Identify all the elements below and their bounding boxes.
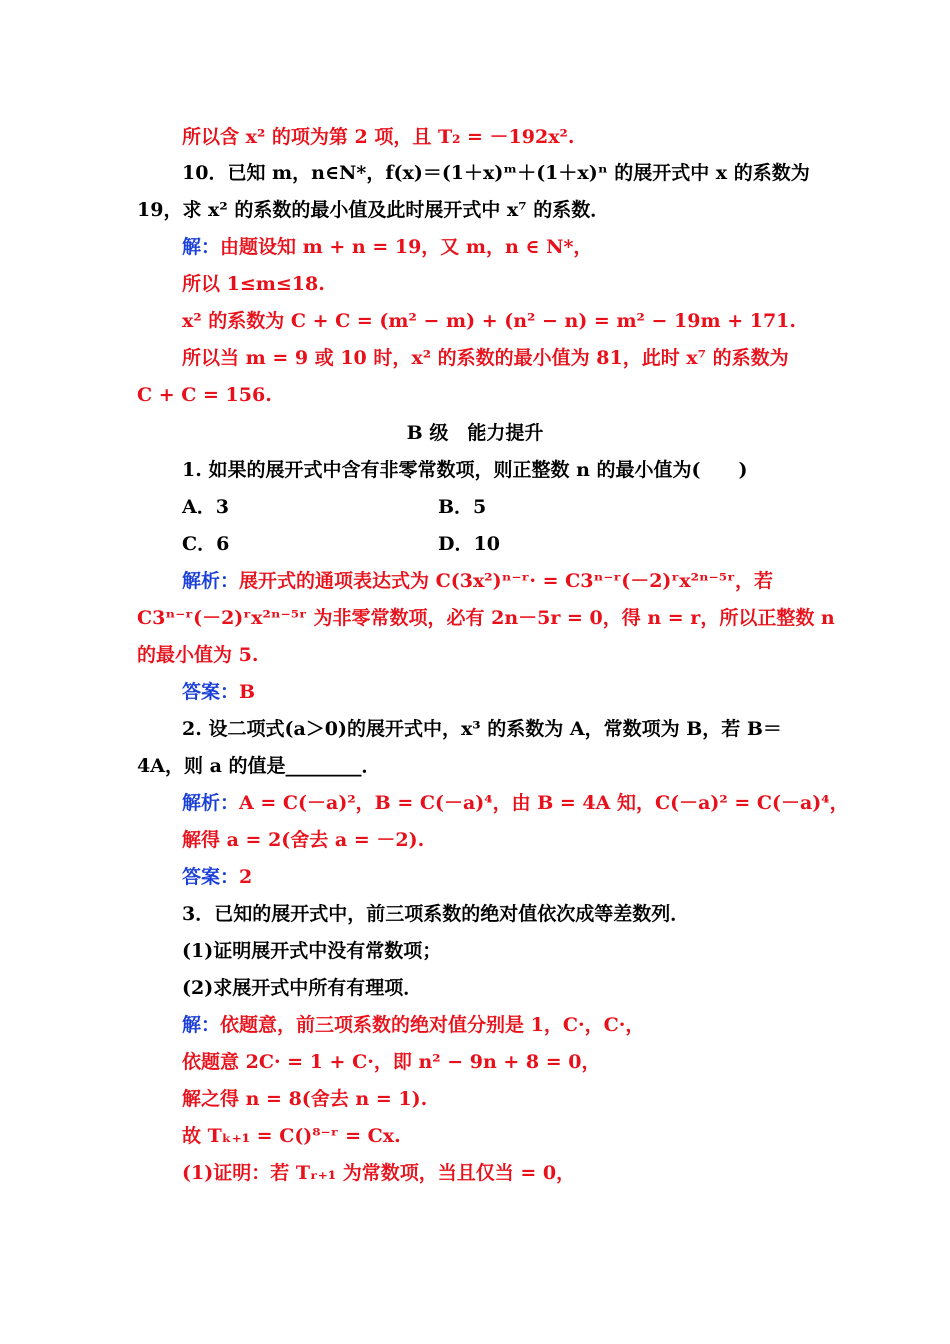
analysis-label: 解析： xyxy=(182,792,240,814)
option-d: D．10 xyxy=(438,533,500,555)
text-line: 所以当 m = 9 或 10 时，x² 的系数的最小值为 81，此时 x⁷ 的系数为 xyxy=(182,347,789,369)
answer-line: 答案：2 xyxy=(182,866,253,888)
solution-label: 解： xyxy=(182,236,221,258)
text-line: 故 Tₖ₊₁ = C()⁸⁻ʳ = Cx. xyxy=(182,1125,401,1147)
text-line: C + C = 156. xyxy=(137,384,272,406)
answer-label: 答案： xyxy=(182,866,240,888)
text-line: 所以含 x² 的项为第 2 项，且 T₂ = －192x². xyxy=(182,126,575,148)
answer-label: 答案： xyxy=(182,681,240,703)
analysis-line: 解析：展开式的通项表达式为 C(3x²)ⁿ⁻ʳ· = C3ⁿ⁻ʳ(－2)ʳx²ⁿ⁻⁵ʳ，若 xyxy=(182,570,773,592)
option-b: B．5 xyxy=(438,496,487,518)
text-line: C3ⁿ⁻ʳ(－2)ʳx²ⁿ⁻⁵ʳ 为非零常数项，必有 2n－5r = 0，得 n = r，所以正整数 n xyxy=(137,607,835,629)
text-line: 解得 a = 2(舍去 a = －2). xyxy=(182,829,425,851)
option-c: C．6 xyxy=(182,533,230,555)
problem-1: 1. 如果的展开式中含有非零常数项，则正整数 n 的最小值为( ) xyxy=(182,459,748,481)
text-line: x² 的系数为 C + C = (m² − m) + (n² − n) = m² − 19m + 171. xyxy=(182,310,797,332)
problem-2-line-2: 4A，则 a 的值是________． xyxy=(137,755,381,777)
text-line: 依题意 2C· = 1 + C·，即 n² − 9n + 8 = 0， xyxy=(182,1051,601,1073)
analysis-label: 解析： xyxy=(182,570,240,592)
problem-3-part-2: (2)求展开式中所有有理项． xyxy=(182,977,423,999)
problem-10-line-2: 19，求 x² 的系数的最小值及此时展开式中 x⁷ 的系数． xyxy=(137,199,610,221)
solution-line: 解：由题设知 m + n = 19，又 m，n ∈ N*， xyxy=(182,236,593,258)
answer-line: 答案：B xyxy=(182,681,256,703)
problem-3: 3．已知的展开式中，前三项系数的绝对值依次成等差数列． xyxy=(182,903,690,925)
solution-label: 解： xyxy=(182,1014,221,1036)
solution-line: 解：依题意，前三项系数的绝对值分别是 1，C·，C·， xyxy=(182,1014,645,1036)
problem-2-line-1: 2. 设二项式(a＞0)的展开式中，x³ 的系数为 A，常数项为 B，若 B＝ xyxy=(182,718,782,740)
analysis-line: 解析：A = C(－a)²，B = C(－a)⁴，由 B = 4A 知，C(－a)² = C(－a)⁴， xyxy=(182,792,849,814)
option-a: A．3 xyxy=(182,496,229,518)
text-line: 解之得 n = 8(舍去 n = 1). xyxy=(182,1088,428,1110)
section-heading: B 级 能力提升 xyxy=(406,422,544,444)
problem-3-part-1: (1)证明展开式中没有常数项； xyxy=(182,940,442,962)
problem-10-line-1: 10．已知 m，n∈N*，f(x)＝(1＋x)ᵐ＋(1＋x)ⁿ 的展开式中 x 的系数为 xyxy=(182,162,810,184)
text-line: (1)证明：若 Tᵣ₊₁ 为常数项，当且仅当 = 0， xyxy=(182,1162,576,1184)
text-line: 的最小值为 5. xyxy=(137,644,259,666)
text-line: 所以 1≤m≤18. xyxy=(182,273,325,295)
